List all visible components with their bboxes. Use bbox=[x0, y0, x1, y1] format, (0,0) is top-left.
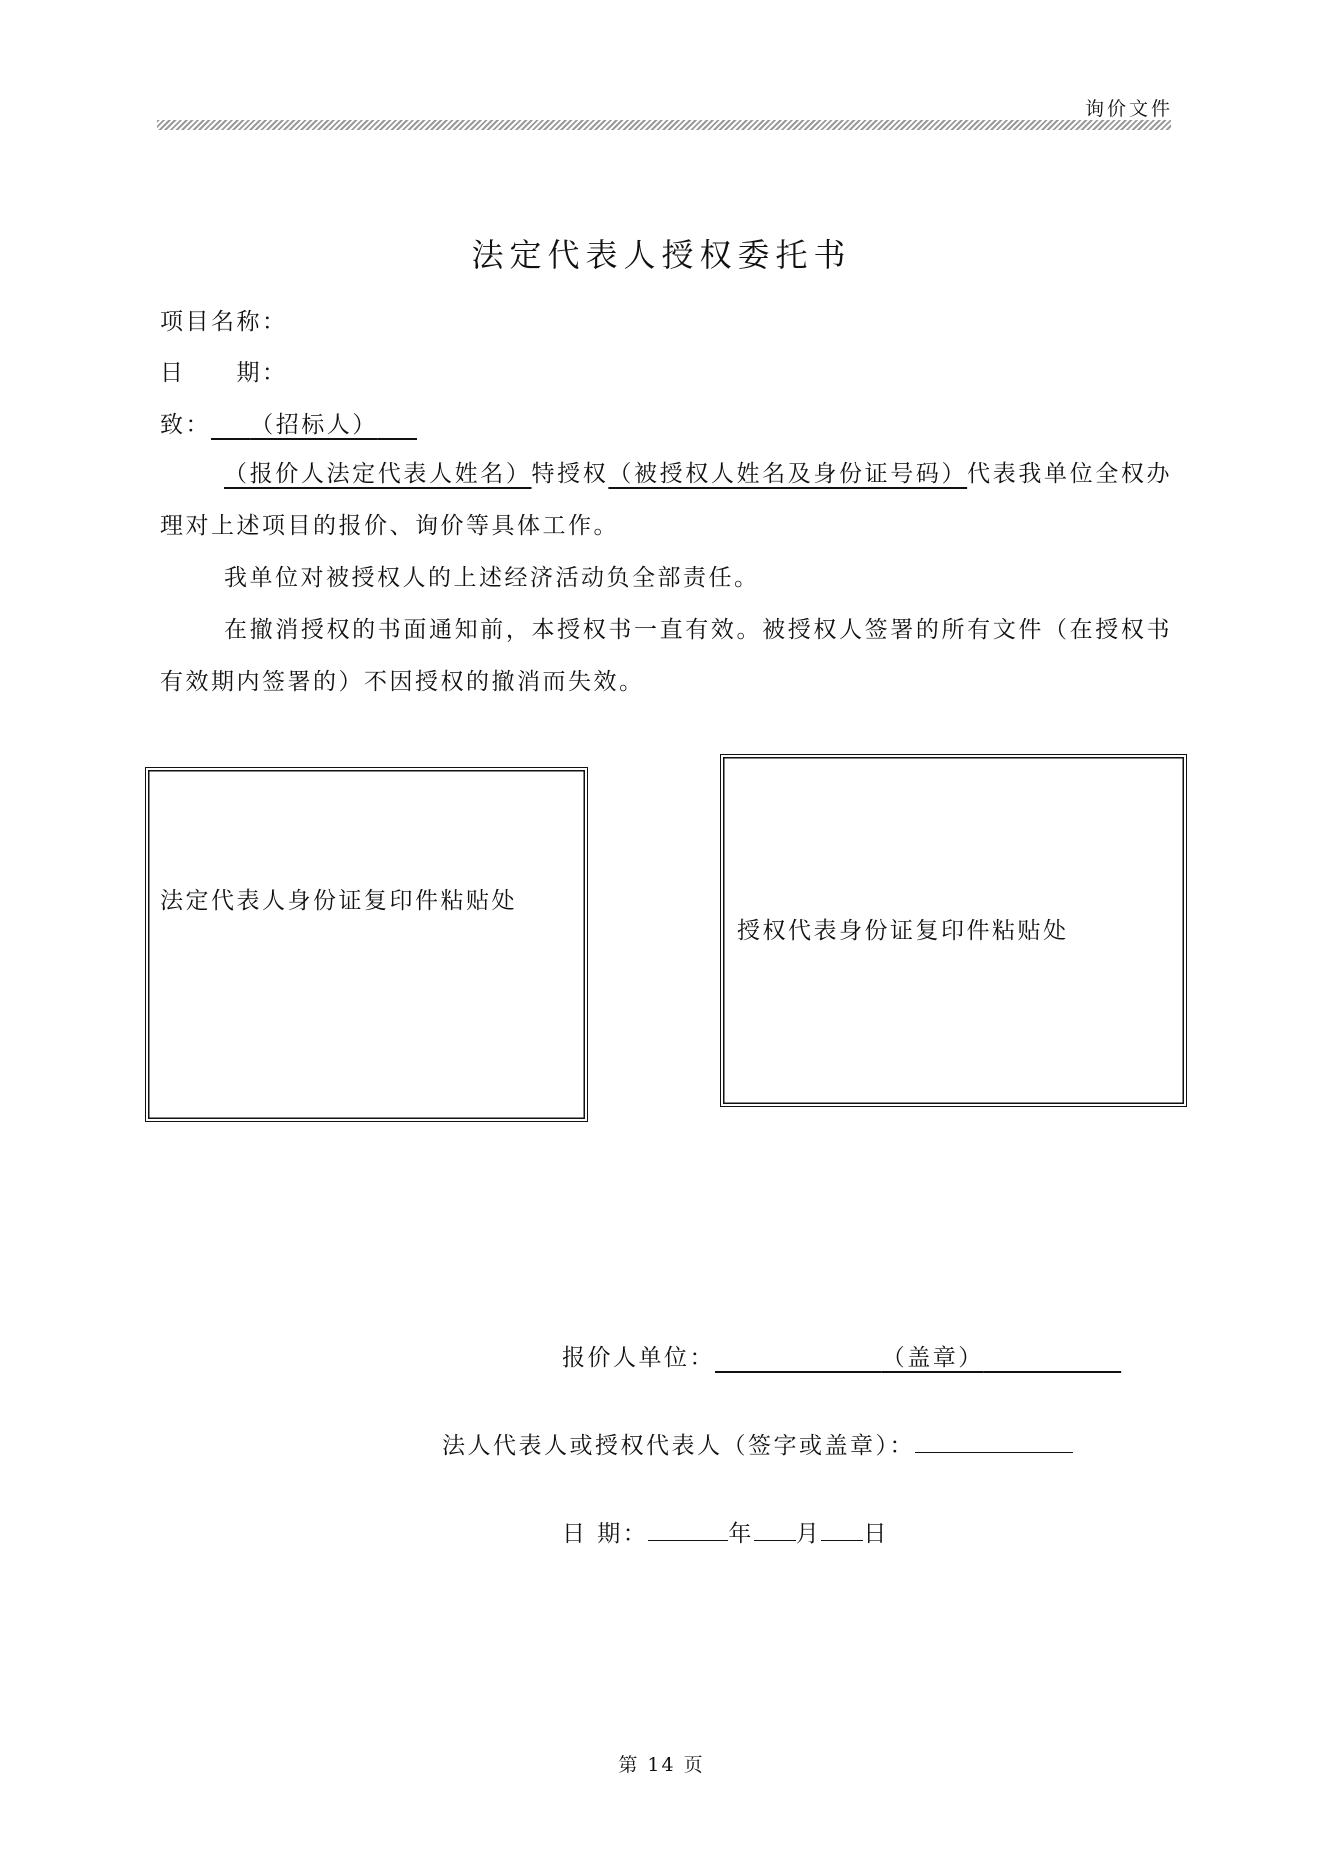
month-label: 月 bbox=[795, 1521, 822, 1547]
date-label: 日 期： bbox=[160, 360, 288, 386]
agent-placeholder: （被授权人姓名及身份证号码） bbox=[608, 461, 968, 487]
agent-id-paste-box bbox=[720, 754, 1187, 1107]
company-seal-field: （盖章） bbox=[881, 1345, 984, 1371]
company-label: 报价人单位： bbox=[562, 1345, 715, 1371]
document-title: 法定代表人授权委托书 bbox=[471, 236, 852, 274]
header-label: 询价文件 bbox=[1084, 98, 1173, 120]
rep-name-placeholder: （报价人法定代表人姓名） bbox=[224, 461, 532, 487]
month-blank bbox=[754, 1539, 796, 1541]
year-blank bbox=[648, 1539, 728, 1541]
agent-id-label: 授权代表身份证复印件粘贴处 bbox=[737, 918, 1069, 944]
year-label: 年 bbox=[728, 1521, 754, 1547]
to-line bbox=[160, 406, 417, 439]
signer-line bbox=[442, 1427, 1073, 1460]
company-seal-line bbox=[562, 1339, 1121, 1372]
sign-date-line bbox=[562, 1515, 889, 1548]
header-rule bbox=[157, 120, 1171, 130]
legal-rep-id-paste-box bbox=[145, 767, 588, 1122]
authorization-scope: 代表我单位全权办理对上述项目的报价、询价等具体工作。 bbox=[160, 461, 1172, 539]
page-number: 第 14 页 bbox=[618, 1754, 705, 1776]
validity-paragraph: 在撤消授权的书面通知前，本授权书一直有效。被授权人签署的所有文件（在授权书有效期内签署的）不因授权的撤消而失效。 bbox=[160, 617, 1172, 695]
signer-label: 法人代表人或授权代表人（签字或盖章）： bbox=[442, 1433, 915, 1459]
project-name-label: 项目名称： bbox=[160, 309, 288, 335]
day-blank bbox=[821, 1539, 863, 1541]
signer-blank bbox=[915, 1451, 1073, 1453]
to-recipient: （招标人） bbox=[250, 412, 378, 438]
responsibility-paragraph: 我单位对被授权人的上述经济活动负全部责任。 bbox=[224, 565, 760, 591]
day-label: 日 bbox=[863, 1521, 889, 1547]
authorization-verb: 特授权 bbox=[531, 461, 609, 487]
legal-rep-id-label: 法定代表人身份证复印件粘贴处 bbox=[160, 888, 517, 914]
sign-date-label: 日 期： bbox=[562, 1521, 649, 1547]
to-label: 致： bbox=[160, 412, 211, 438]
authorization-paragraph bbox=[160, 448, 1172, 552]
